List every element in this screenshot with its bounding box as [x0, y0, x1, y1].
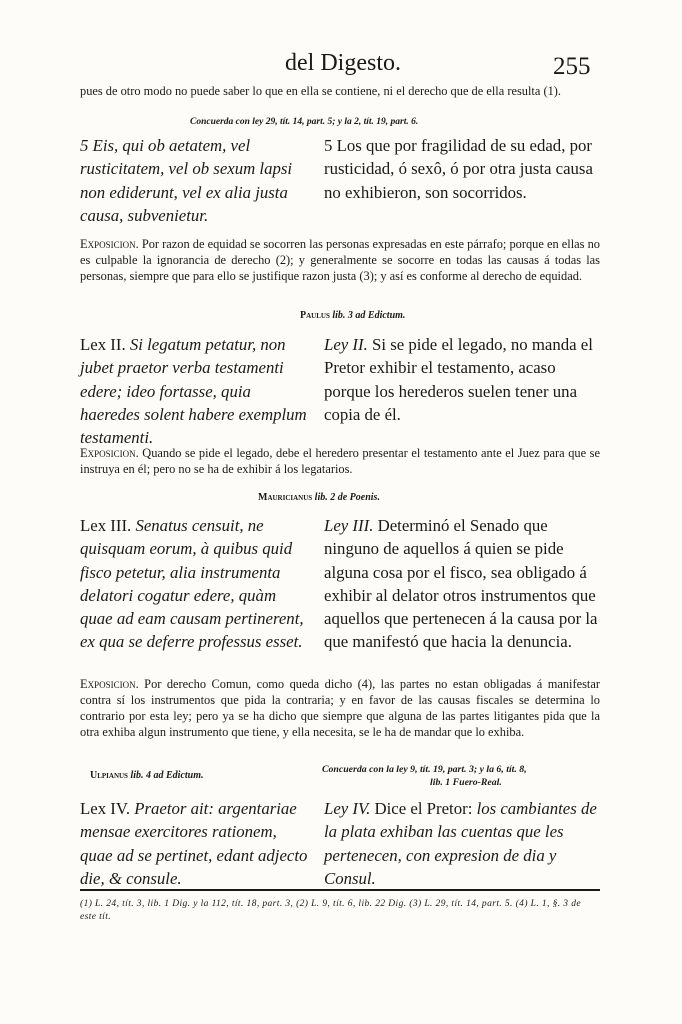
law-text-lead: Dice el Pretor: — [374, 799, 473, 818]
law-heading: Ley IV. — [324, 799, 371, 818]
law-heading: Ley II. — [324, 335, 368, 354]
section5-exposition — [80, 236, 600, 284]
attribution-source: lib. 2 de Poenis. — [314, 492, 380, 503]
running-header-title: del Digesto. — [285, 50, 401, 76]
law2-spanish — [324, 333, 600, 426]
law4-concordance-line1: Concuerda con la ley 9, tít. 19, part. 3; y la 6, tít. 8, — [322, 764, 527, 775]
law2-attribution — [300, 310, 405, 321]
attribution-author: Paulus — [300, 310, 330, 321]
law3-attribution — [258, 492, 380, 503]
law-text: Senatus censuit, ne quisquam eorum, à quibus quid fisco petetur, alia instrumenta delatori cogatur edere, quàm quae ad eam causam pertinerent, ex qua se deferre professus esset. — [80, 516, 304, 652]
exposition-label: Exposicion. — [80, 446, 139, 460]
law-heading: Lex IV. — [80, 799, 131, 818]
law2-exposition — [80, 445, 600, 477]
law4-latin — [80, 797, 312, 890]
attribution-author: Ulpianus — [90, 770, 128, 781]
section5-spanish: 5 Los que por fragilidad de su edad, por rusticidad, ó sexô, ó por otra justa causa no exhibieron, son socorridos. — [324, 136, 593, 202]
exposition-text: Por derecho Comun, como queda dicho (4), las partes no estan obligadas á manifestar contra sí los instrumentos que pida la contraria; y en favor de las causas fiscales se determina lo contrario por esta ley; pero ya se ha dicho que siempre que alguna de las partes litigantes pida que la otra exhiba algun instrumento que tiene, y ella necesita, se le ha de mandar que lo exhiba. — [80, 677, 600, 739]
exposition-text: Por razon de equidad se socorren las personas expresadas en este párrafo; porque en ellas no es culpable la ignorancia de derecho (2); y generalmente se socorre en todas las causas á todas las personas, siempre que para ello se justifique razon justa (3); y así es conforme al derecho de equidad. — [80, 237, 600, 283]
law3-exposition — [80, 676, 600, 740]
law-text-lead: Praetor ait: argentariae mensae exercitores rationem, quae ad se pertinet, edant adjecto die, & consule. — [80, 799, 308, 888]
law-heading: Lex III. — [80, 516, 132, 535]
page-number: 255 — [553, 53, 591, 80]
law2-latin — [80, 333, 312, 449]
intro-concordance: Concuerda con ley 29, tít. 14, part. 5; y la 2, tít. 19, part. 6. — [190, 117, 419, 127]
exposition-text: Quando se pide el legado, debe el heredero presentar el testamento ante el Juez para que se instruya en él; pero no se ha de exhibir á los legatarios. — [80, 446, 600, 476]
intro-paragraph: pues de otro modo no puede saber lo que en ella se contiene, ni el derecho que de ella resulta (1). — [80, 84, 561, 98]
law4-concordance-line2: lib. 1 Fuero-Real. — [430, 777, 502, 788]
law-heading: Ley III. — [324, 516, 374, 535]
attribution-source: lib. 3 ad Edictum. — [332, 310, 406, 321]
exposition-label: Exposicion. — [80, 677, 139, 691]
law-text: Si se pide el legado, no manda el Pretor exhibir el testamento, acaso porque los herederos suelen tener una copia de él. — [324, 335, 593, 424]
exposition-label: Exposicion. — [80, 237, 139, 251]
law-text: Si legatum petatur, non jubet praetor verba testamenti edere; ideo fortasse, quia haeredes solent habere exemplum testamenti. — [80, 335, 307, 448]
law4-attribution — [90, 770, 204, 781]
attribution-author: Mauricianus — [258, 492, 313, 503]
footnote-divider — [80, 889, 600, 891]
section5-latin: 5 Eis, qui ob aetatem, vel rusticitatem, vel ob sexum lapsi non ediderunt, vel ex alia justa causa, subvenietur. — [80, 136, 293, 225]
attribution-source: lib. 4 ad Edictum. — [130, 770, 204, 781]
footnotes: (1) L. 24, tít. 3, lib. 1 Dig. y la 112, tít. 18, part. 3, (2) L. 9, tít. 6, lib. 22 Dig. (3) L. 29, tít. 14, part. 5. (4) L. 1, §. 3 de este tít. — [80, 899, 581, 922]
law-text: Determinó el Senado que ninguno de aquellos á quien se pide alguna cosa por el fisco, sea obligado á exhibir al delator otros instrumentos que aquellos que pertenecen á la causa por la que manifestó que hacia la denuncia. — [324, 516, 598, 652]
law3-latin — [80, 514, 312, 654]
law3-spanish — [324, 514, 600, 654]
law-text: los cambiantes de la plata exhiban las cuentas que les pertenecen, con expresion de dia y Consul. — [324, 799, 597, 888]
law-heading: Lex II. — [80, 335, 126, 354]
law4-spanish — [324, 797, 600, 890]
